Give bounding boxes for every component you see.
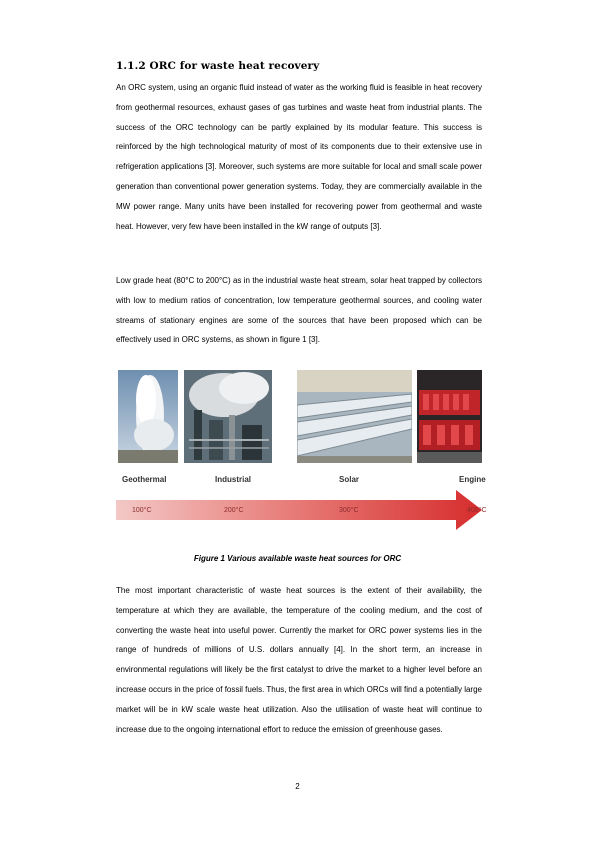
solar-photo bbox=[297, 370, 412, 463]
paragraph-orc-overview: An ORC system, using an organic fluid instead of water as the working fluid is feasible in heat recovery from geothermal resources, exhaust gases of gas turbines and waste heat from industrial plants. The success of the ORC technology can be partly explained by its modular feature. This success is reinforced by the high technological maturity of most of its components due to their extensive use in refrigeration applications [3]. Moreover, such systems are more suitable for local and small scale power generation than conventional power generation systems. Today, they are commercially available in the MW power range. Many units have been installed for recovering power from geothermal and waste heat. However, very few have been installed in the kW range of outputs [3]. bbox=[116, 83, 482, 231]
category-label-engine: Engine bbox=[459, 475, 486, 484]
temperature-label-300: 300°C bbox=[339, 507, 359, 514]
industrial-photo bbox=[184, 370, 272, 463]
category-label-industrial: Industrial bbox=[215, 475, 252, 484]
section-heading: 1.1.2 ORC for waste heat recovery bbox=[116, 60, 320, 72]
geothermal-photo bbox=[118, 370, 178, 463]
temperature-label-200: 200°C bbox=[224, 507, 244, 514]
temperature-label-100: 100°C bbox=[132, 507, 152, 514]
category-label-geothermal: Geothermal bbox=[122, 475, 167, 484]
temperature-label-400: 400°C bbox=[467, 507, 487, 514]
page-number: 2 bbox=[295, 782, 300, 791]
figure-waste-heat-sources bbox=[116, 370, 487, 535]
category-label-solar: Solar bbox=[339, 475, 360, 484]
figure-caption: Figure 1 Various available waste heat sources for ORC bbox=[193, 554, 402, 563]
paragraph-market: The most important characteristic of waste heat sources is the extent of their availability, the temperature at which they are available, the temperature of the cooling medium, and the cost of converting the waste heat into useful power. Currently the market for ORC power systems lies in the range of hundreds of millions of U.S. dollars annually [4]. In the short term, an increase in environmental regulations will likely be the first catalyst to drive the market to a higher level before an increase occurs in the price of fossil fuels. Thus, the first area in which ORCs will find a potentially large market will be in kW scale waste heat utilization. Also the utilisation of waste heat will continue to increase due to the ongoing international effort to reduce the emission of greenhouse gases. bbox=[116, 586, 482, 734]
arrow-shape bbox=[116, 490, 482, 530]
temperature-arrow bbox=[116, 490, 482, 530]
engine-photo bbox=[417, 370, 482, 463]
paragraph-low-grade-heat: Low grade heat (80°C to 200°C) as in the industrial waste heat stream, solar heat trapped by collectors with low to medium ratios of concentration, low temperature geothermal sources, and cooling water streams of stationary engines are some of the sources that have been proposed which can be effectively used in ORC systems, as shown in figure 1 [3]. bbox=[116, 276, 482, 345]
